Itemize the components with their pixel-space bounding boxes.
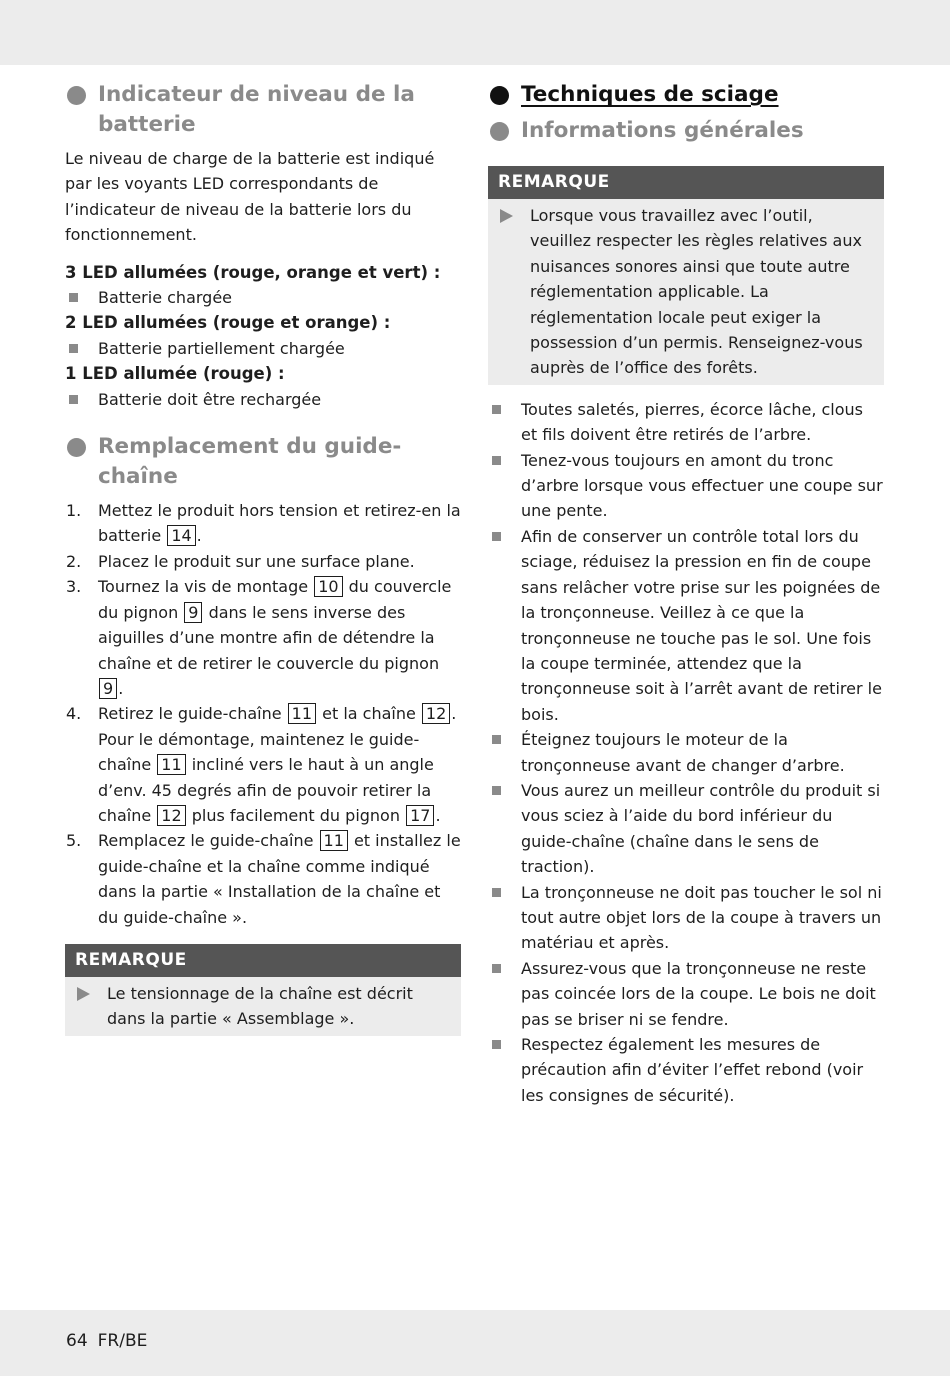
square-bullet-icon <box>492 888 501 897</box>
note-title: REMARQUE <box>65 944 461 977</box>
list-item: Tenez-vous toujours en amont du tronc d’arbre lorsque vous effectuer une coupe sur une pente. <box>488 448 884 524</box>
triangle-arrow-icon <box>77 987 90 1001</box>
section-heading-sawing-techniques: Techniques de sciage <box>488 80 884 110</box>
part-reference: 11 <box>320 830 348 851</box>
list-item: La tronçonneuse ne doit pas toucher le sol ni tout autre objet lors de la coupe à travers un matériau et après. <box>488 880 884 956</box>
replacement-steps <box>65 498 461 930</box>
part-reference: 10 <box>314 576 342 597</box>
square-bullet-icon <box>69 293 78 302</box>
note-body: Lorsque vous travaillez avec l’outil, veuillez respecter les règles relatives aux nuisances sonores ainsi que toute autre réglementation applicable. La réglementation locale peut exiger la possession d’un permis. Renseignez-vous auprès de l’office des forêts. <box>488 199 884 385</box>
bullet-circle-icon <box>67 438 86 457</box>
right-column <box>488 78 884 1108</box>
note-title: REMARQUE <box>488 166 884 199</box>
step-item: 1. Mettez le produit hors tension et retirez-en la batterie 14 . <box>66 501 461 546</box>
part-reference: 9 <box>99 678 117 699</box>
bullet-circle-icon <box>67 86 86 105</box>
square-bullet-icon <box>69 395 78 404</box>
led-state-label: 1 LED allumée (rouge) : <box>65 364 285 384</box>
square-bullet-icon <box>492 786 501 795</box>
left-column <box>65 78 461 1036</box>
part-reference: 11 <box>157 754 185 775</box>
bullet-circle-icon <box>490 86 509 105</box>
note-box <box>488 166 884 385</box>
note-box <box>65 944 461 1036</box>
battery-states <box>65 260 461 412</box>
square-bullet-icon <box>492 405 501 414</box>
section-heading-general-info: Informations générales <box>488 116 884 146</box>
list-item: Batterie chargée <box>65 285 461 310</box>
square-bullet-icon <box>492 532 501 541</box>
part-reference: 12 <box>157 805 185 826</box>
step-item: 4. Retirez le guide-chaîne 11 et la chaîne 12 . Pour le démontage, maintenez le guide-chaîne 11 incliné vers le haut à un angle d’env. 45 degrés afin de pouvoir retirer la chaîne 12 plus facilement du pignon 17 . <box>66 704 457 825</box>
part-reference: 12 <box>422 703 450 724</box>
list-item: Assurez-vous que la tronçonneuse ne reste pas coincée lors de la coupe. Le bois ne doit pas se briser ni se fendre. <box>488 956 884 1032</box>
list-item: Toutes saletés, pierres, écorce lâche, clous et fils doivent être retirés de l’arbre. <box>488 397 884 448</box>
step-item: 2. Placez le produit sur une surface plane. <box>66 551 415 571</box>
list-item: Respectez également les mesures de précaution afin d’éviter l’effet rebond (voir les consignes de sécurité). <box>488 1032 884 1108</box>
part-reference: 11 <box>288 703 316 724</box>
step-item: 3. Tournez la vis de montage 10 du couvercle du pignon 9 dans le sens inverse des aiguilles d’une montre afin de détendre la chaîne et de retirer le couvercle du pignon 9 . <box>66 577 452 698</box>
square-bullet-icon <box>69 344 78 353</box>
square-bullet-icon <box>492 964 501 973</box>
square-bullet-icon <box>492 456 501 465</box>
square-bullet-icon <box>492 735 501 744</box>
page-footer <box>66 1331 157 1351</box>
general-info-list <box>488 397 884 1108</box>
led-state-label: 2 LED allumées (rouge et orange) : <box>65 313 391 333</box>
section-heading-battery-indicator: Indicateur de niveau de la batterie <box>65 80 461 140</box>
part-reference: 9 <box>184 602 202 623</box>
square-bullet-icon <box>492 1040 501 1049</box>
top-band <box>0 0 950 65</box>
led-state-label: 3 LED allumées (rouge, orange et vert) : <box>65 262 441 282</box>
list-item: Éteignez toujours le moteur de la tronçonneuse avant de changer d’arbre. <box>488 727 884 778</box>
bullet-circle-icon <box>490 122 509 141</box>
note-body: Le tensionnage de la chaîne est décrit dans la partie « Assemblage ». <box>65 977 461 1036</box>
step-item: 5. Remplacez le guide-chaîne 11 et installez le guide-chaîne et la chaîne comme indiqué dans la partie « Installation de la chaîne et du guide-chaîne ». <box>66 831 461 927</box>
triangle-arrow-icon <box>500 209 513 223</box>
list-item: Batterie doit être rechargée <box>65 387 461 412</box>
list-item: Batterie partiellement chargée <box>65 336 461 361</box>
list-item: Afin de conserver un contrôle total lors du sciage, réduisez la pression en fin de coupe sans relâcher votre prise sur les poignées de la tronçonneuse. Veillez à ce que la tronçonneuse ne touche pas le sol. Une fois la coupe terminée, attendez que la tronçonneuse soit à l’arrêt avant de retirer le bois. <box>488 524 884 727</box>
battery-intro: Le niveau de charge de la batterie est indiqué par les voyants LED correspondants de l’indicateur de niveau de la batterie lors du fonctionnement. <box>65 149 435 245</box>
list-item: Vous aurez un meilleur contrôle du produit si vous sciez à l’aide du bord inférieur du guide-chaîne (chaîne dans le sens de traction). <box>488 778 884 880</box>
section-heading-chain-guide-replacement: Remplacement du guide- chaîne <box>65 432 461 492</box>
page-number: 64 <box>66 1331 88 1351</box>
language-code: FR/BE <box>97 1331 148 1351</box>
part-reference: 14 <box>167 525 195 546</box>
part-reference: 17 <box>406 805 434 826</box>
